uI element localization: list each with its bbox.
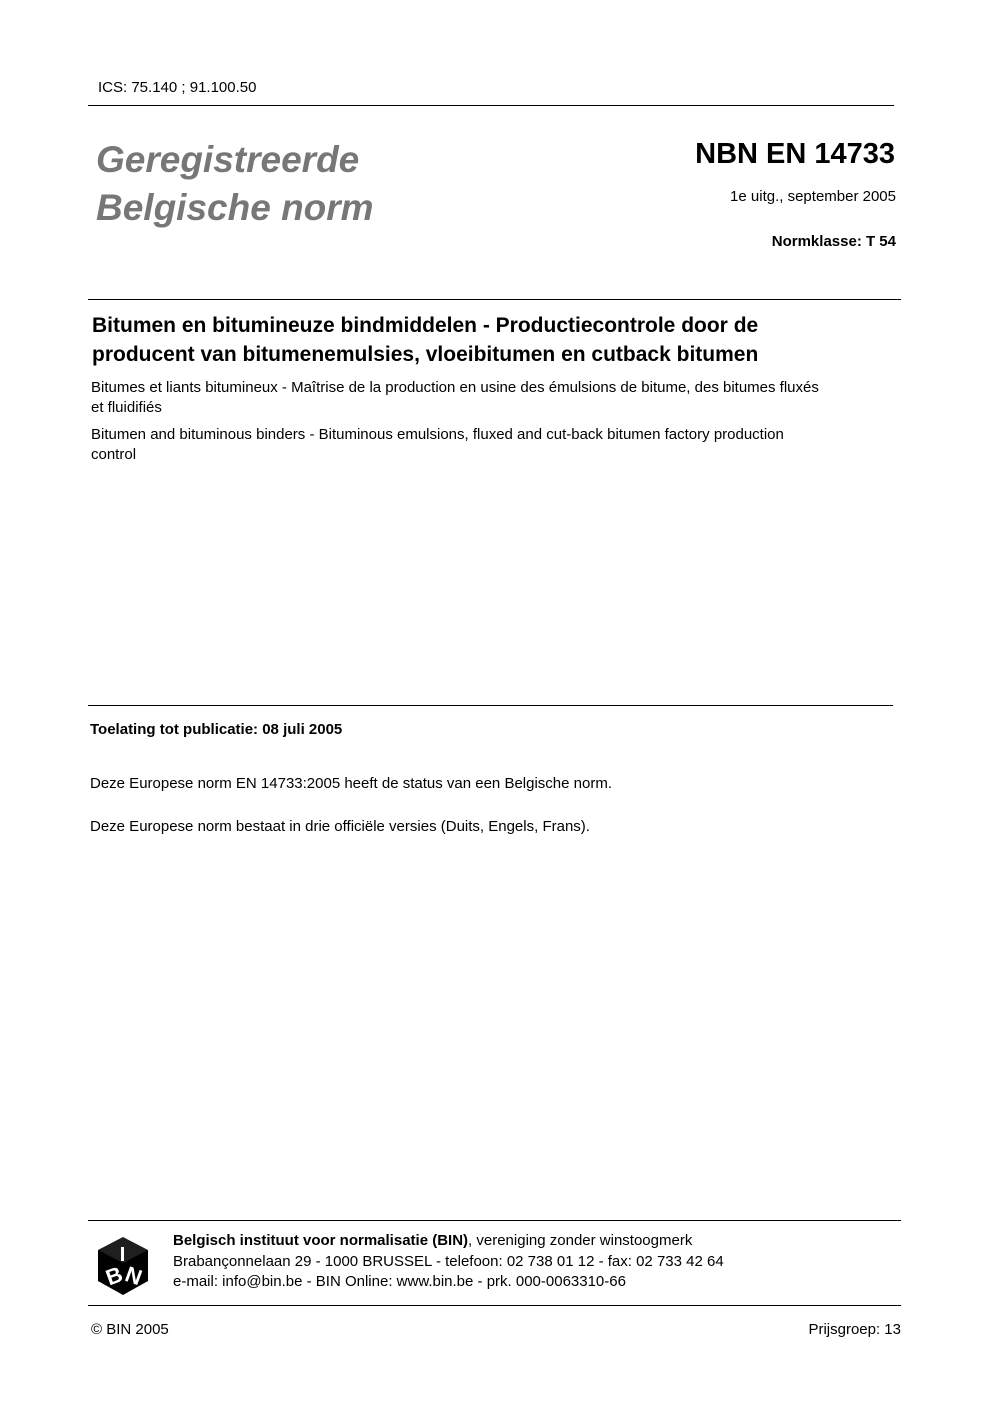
title-fr-line2: et fluidifiés [91, 399, 162, 416]
versions-text: Deze Europese norm bestaat in drie officiële versies (Duits, Engels, Frans). [90, 818, 590, 835]
divider [88, 1305, 901, 1306]
org-name: Belgisch instituut voor normalisatie (BIN) [173, 1232, 469, 1249]
address: Brabançonnelaan 29 - 1000 BRUSSEL - telefoon: 02 738 01 12 - fax: 02 733 42 64 [173, 1253, 724, 1270]
status-text: Deze Europese norm EN 14733:2005 heeft de status van een Belgische norm. [90, 775, 612, 792]
svg-text:B: B [102, 1261, 126, 1291]
title-nl-line1: Bitumen en bitumineuze bindmiddelen - Productiecontrole door de [92, 314, 759, 337]
ics-code: ICS: 75.140 ; 91.100.50 [98, 79, 257, 96]
bin-logo [95, 1235, 151, 1297]
approval-date: Toelating tot publicatie: 08 juli 2005 [90, 721, 343, 738]
svg-text:N: N [121, 1261, 146, 1291]
title-nl-line2: producent van bitumenemulsies, vloeibitumen en cutback bitumen [92, 343, 759, 366]
contact: e-mail: info@bin.be - BIN Online: www.bin.be - prk. 000-0063310-66 [173, 1273, 626, 1290]
title-en-line1: Bitumen and bituminous binders - Bituminous emulsions, fluxed and cut-back bitumen factory production [91, 426, 784, 443]
title-fr-line1: Bitumes et liants bitumineux - Maîtrise de la production en usine des émulsions de bitume, des bitumes fluxés [91, 379, 819, 396]
price-group: Prijsgroep: 13 [808, 1321, 901, 1338]
divider [88, 705, 893, 706]
org-line [173, 1230, 692, 1252]
divider [88, 299, 901, 300]
norm-class: Normklasse: T 54 [771, 233, 896, 250]
divider [88, 1220, 901, 1221]
copyright: © BIN 2005 [91, 1321, 169, 1338]
edition: 1e uitg., september 2005 [730, 188, 896, 205]
title-en-line2: control [91, 446, 137, 463]
heading-line1: Geregistreerde [96, 139, 360, 180]
norm-number: NBN EN 14733 [695, 138, 895, 170]
org-type: , vereniging zonder winstoogmerk [468, 1232, 693, 1249]
heading-line2: Belgische norm [96, 187, 374, 228]
divider [88, 105, 894, 106]
